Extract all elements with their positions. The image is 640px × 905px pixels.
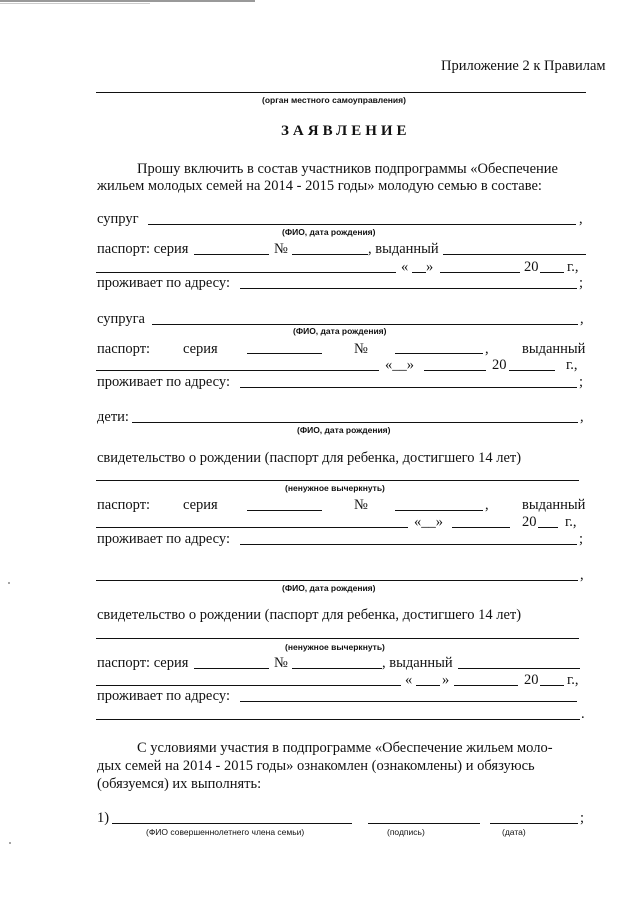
child1-issued-line-2[interactable] bbox=[96, 527, 408, 528]
semicolon: ; bbox=[580, 810, 585, 826]
document-title: ЗАЯВЛЕНИЕ bbox=[281, 123, 411, 139]
husband-day-line[interactable] bbox=[412, 272, 426, 273]
husband-address-line[interactable] bbox=[240, 288, 577, 289]
wife-issued-line-2[interactable] bbox=[96, 370, 379, 371]
child1-caption: (ФИО, дата рождения) bbox=[297, 425, 391, 435]
husband-issued-line-1[interactable] bbox=[443, 254, 586, 255]
wife-quote: «__» bbox=[385, 357, 414, 373]
child2-caption: (ФИО, дата рождения) bbox=[282, 583, 376, 593]
wife-caption: (ФИО, дата рождения) bbox=[293, 326, 387, 336]
child2-number-line[interactable] bbox=[292, 668, 382, 669]
husband-label: супруг bbox=[97, 211, 139, 227]
child1-cert-text: свидетельство о рождении (паспорт для ребенка, достигшего 14 лет) bbox=[97, 450, 522, 466]
number-sign: № bbox=[274, 655, 288, 671]
appendix-note: Приложение 2 к Правилам bbox=[441, 58, 606, 74]
scan-speck bbox=[9, 842, 11, 844]
child2-cert-line[interactable] bbox=[96, 638, 579, 639]
child2-passport-label: паспорт: серия bbox=[97, 655, 189, 671]
comma: , bbox=[485, 497, 489, 513]
child1-year-line[interactable] bbox=[538, 527, 558, 528]
child2-strike-caption: (ненужное вычеркнуть) bbox=[285, 642, 385, 652]
quote-open: « bbox=[401, 259, 409, 275]
comma: , bbox=[485, 341, 489, 357]
child1-passport-label: паспорт: bbox=[97, 497, 151, 513]
child2-cert-text: свидетельство о рождении (паспорт для ребенка, достигшего 14 лет) bbox=[97, 607, 522, 623]
scan-speck bbox=[8, 582, 10, 584]
year-prefix: 20 bbox=[522, 514, 537, 530]
child2-day-line[interactable] bbox=[416, 685, 440, 686]
children-label: дети: bbox=[97, 409, 129, 425]
comma: , bbox=[580, 567, 584, 583]
husband-issued-line-2[interactable] bbox=[96, 272, 396, 273]
comma: , bbox=[579, 211, 583, 227]
child2-address-label: проживает по адресу: bbox=[97, 688, 230, 704]
signature-name-caption: (ФИО совершеннолетнего члена семьи) bbox=[146, 827, 305, 837]
number-sign: № bbox=[354, 497, 368, 513]
year-suffix: г., bbox=[567, 259, 579, 275]
intro-line-1: Прошу включить в состав участников подпрограммы «Обеспечение bbox=[137, 161, 558, 177]
child1-strike-caption: (ненужное вычеркнуть) bbox=[285, 483, 385, 493]
semicolon: ; bbox=[579, 531, 584, 547]
signature-name-line[interactable] bbox=[112, 823, 352, 824]
conditions-line-1: С условиями участия в подпрограмме «Обеспечение жильем моло- bbox=[137, 740, 553, 756]
signature-sign-line[interactable] bbox=[368, 823, 480, 824]
child2-name-line[interactable] bbox=[96, 580, 578, 581]
number-sign: № bbox=[354, 341, 368, 357]
comma: , bbox=[580, 409, 584, 425]
conditions-line-3: (обязуемся) их выполнять: bbox=[97, 776, 262, 792]
child1-series-label: серия bbox=[183, 497, 218, 513]
wife-passport-label: паспорт: bbox=[97, 341, 151, 357]
husband-series-line[interactable] bbox=[194, 254, 269, 255]
child2-issued-line-1[interactable] bbox=[458, 668, 580, 669]
wife-number-line[interactable] bbox=[395, 353, 483, 354]
child2-month-line[interactable] bbox=[454, 685, 518, 686]
child2-series-line[interactable] bbox=[194, 668, 269, 669]
husband-caption: (ФИО, дата рождения) bbox=[282, 227, 376, 237]
child2-issued-label: , выданный bbox=[382, 655, 453, 671]
wife-month-line[interactable] bbox=[424, 370, 486, 371]
husband-name-line[interactable] bbox=[148, 224, 576, 225]
semicolon: ; bbox=[579, 374, 584, 390]
child1-series-line[interactable] bbox=[247, 510, 322, 511]
husband-year-line[interactable] bbox=[540, 272, 564, 273]
year-prefix: 20 bbox=[524, 259, 539, 275]
child1-quote: «__» bbox=[414, 514, 443, 530]
husband-passport-label: паспорт: серия bbox=[97, 241, 189, 257]
year-suffix: г., bbox=[566, 357, 578, 373]
signature-date-line[interactable] bbox=[490, 823, 578, 824]
child1-issued-label: выданный bbox=[522, 497, 586, 513]
husband-number-line[interactable] bbox=[292, 254, 368, 255]
wife-address-line[interactable] bbox=[240, 387, 577, 388]
husband-month-line[interactable] bbox=[440, 272, 520, 273]
wife-issued-label: выданный bbox=[522, 341, 586, 357]
quote-close: » bbox=[442, 672, 450, 688]
org-field-line[interactable] bbox=[96, 92, 586, 93]
child1-name-line[interactable] bbox=[132, 422, 578, 423]
wife-series-label: серия bbox=[183, 341, 218, 357]
signature-sign-caption: (подпись) bbox=[387, 827, 425, 837]
year-suffix: г., bbox=[567, 672, 579, 688]
child1-address-label: проживает по адресу: bbox=[97, 531, 230, 547]
child2-year-line[interactable] bbox=[540, 685, 564, 686]
child1-cert-line[interactable] bbox=[96, 480, 579, 481]
year-suffix: г., bbox=[565, 514, 577, 530]
child1-month-line[interactable] bbox=[452, 527, 510, 528]
child1-number-line[interactable] bbox=[395, 510, 483, 511]
husband-address-label: проживает по адресу: bbox=[97, 275, 230, 291]
wife-address-label: проживает по адресу: bbox=[97, 374, 230, 390]
signature-date-caption: (дата) bbox=[502, 827, 526, 837]
number-sign: № bbox=[274, 241, 288, 257]
wife-label: супруга bbox=[97, 311, 145, 327]
husband-issued-label: , выданный bbox=[368, 241, 439, 257]
period: . bbox=[581, 706, 585, 722]
wife-series-line[interactable] bbox=[247, 353, 322, 354]
quote-open: « bbox=[405, 672, 413, 688]
intro-line-2: жильем молодых семей на 2014 - 2015 годы» молодую семью в составе: bbox=[97, 178, 542, 194]
child2-address-line-1[interactable] bbox=[240, 701, 577, 702]
conditions-line-2: дых семей на 2014 - 2015 годы» ознакомлен (ознакомлены) и обязуюсь bbox=[97, 758, 535, 774]
quote-close: » bbox=[426, 259, 434, 275]
wife-name-line[interactable] bbox=[152, 324, 578, 325]
scan-artifact bbox=[0, 0, 255, 2]
wife-year-line[interactable] bbox=[509, 370, 555, 371]
child1-address-line[interactable] bbox=[240, 544, 577, 545]
child2-issued-line-2[interactable] bbox=[96, 685, 401, 686]
comma: , bbox=[580, 311, 584, 327]
scan-artifact bbox=[0, 3, 150, 4]
org-caption: (орган местного самоуправления) bbox=[262, 95, 406, 105]
year-prefix: 20 bbox=[492, 357, 507, 373]
child2-address-line-2[interactable] bbox=[96, 719, 580, 720]
semicolon: ; bbox=[579, 275, 584, 291]
year-prefix: 20 bbox=[524, 672, 539, 688]
signature-number: 1) bbox=[97, 810, 110, 826]
